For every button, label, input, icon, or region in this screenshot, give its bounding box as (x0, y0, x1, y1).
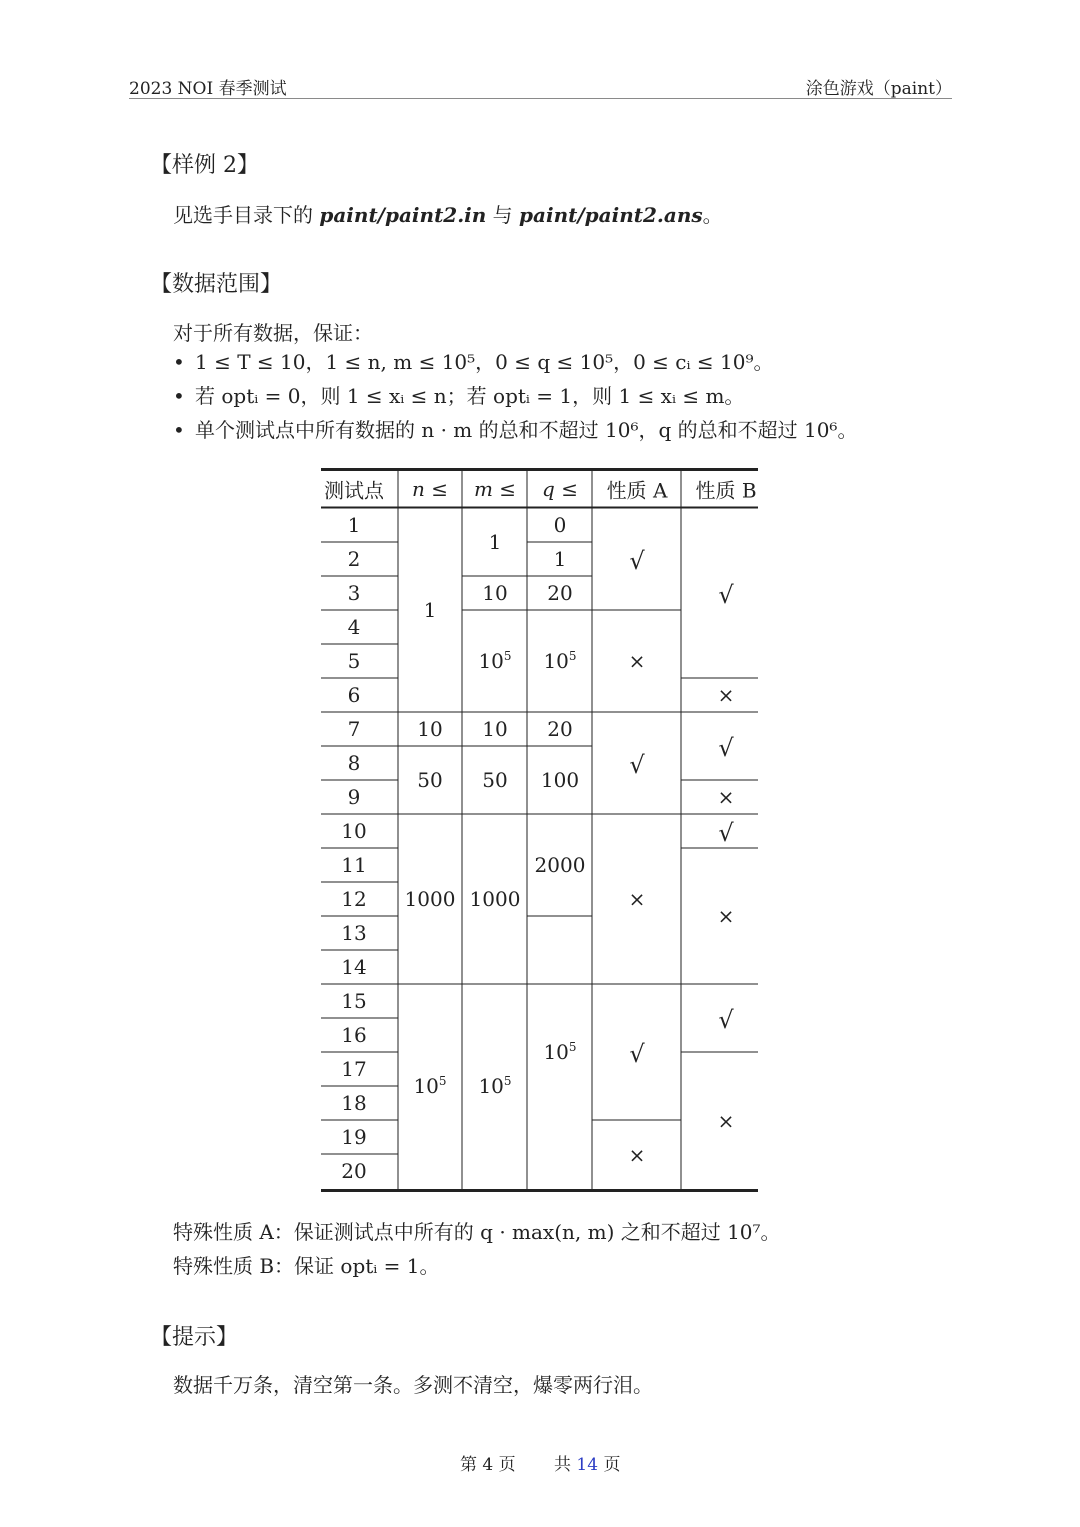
property-b-check: √ (718, 734, 734, 762)
n-bound-cell: 1000 (404, 887, 456, 911)
power-base: 10 (478, 649, 504, 673)
power-exponent: 5 (503, 649, 512, 663)
property-b-cross: × (717, 683, 735, 707)
q-bound-cell: 100 (540, 768, 580, 792)
m-bound-cell: 1 (488, 530, 502, 554)
property-a-cross: × (628, 649, 646, 673)
test-point-cell: 6 (347, 683, 361, 707)
header-contest-name: 2023 NOI 春季测试 (129, 79, 287, 99)
test-point-cell: 3 (347, 581, 361, 605)
property-a-check: √ (629, 547, 645, 575)
q-bound-cell: 20 (547, 581, 573, 605)
power-base: 10 (478, 1074, 504, 1098)
m-bound-cell: 50 (482, 768, 508, 792)
sample2-prefix: 见选手目录下的 (173, 203, 320, 227)
page-total-suffix: 页 (603, 1455, 621, 1475)
header-property-b: 性质 B (695, 478, 757, 503)
data-range-heading: 【数据范围】 (150, 272, 283, 297)
m-bound-cell (478, 649, 511, 673)
constraint-item: • 若 optᵢ = 0，则 1 ≤ xᵢ ≤ n；若 optᵢ = 1，则 1 ≤ xᵢ ≤ m。 (173, 379, 857, 413)
header-problem-name: 涂色游戏（paint） (805, 79, 952, 99)
m-bound-cell: 10 (482, 581, 508, 605)
q-bound-cell: 0 (553, 513, 567, 537)
n-bound-cell: 50 (417, 768, 443, 792)
constraint-item: • 1 ≤ T ≤ 10，1 ≤ n, m ≤ 10⁵，0 ≤ q ≤ 10⁵，0 ≤ cᵢ ≤ 10⁹。 (173, 345, 857, 379)
power-base: 10 (413, 1074, 439, 1098)
page-total (554, 1450, 620, 1475)
test-point-cell: 18 (341, 1091, 367, 1115)
power-exponent: 5 (503, 1074, 512, 1088)
test-point-cell: 16 (341, 1023, 367, 1047)
file-in-link: paint/paint2.in (319, 203, 487, 227)
test-point-cell: 9 (347, 785, 361, 809)
special-property-b: 特殊性质 B：保证 optᵢ = 1。 (173, 1254, 440, 1278)
header-q: q ≤ (542, 477, 578, 501)
header-test-point: 测试点 (324, 478, 384, 503)
test-point-cell: 8 (347, 751, 361, 775)
constraint-item: • 单个测试点中所有数据的 n · m 的总和不超过 10⁶，q 的总和不超过 10⁶。 (173, 413, 857, 447)
page-total-prefix: 共 (554, 1455, 571, 1475)
n-bound-cell: 10 (417, 717, 443, 741)
special-property-a: 特殊性质 A：保证测试点中所有的 q · max(n, m) 之和不超过 10⁷。 (173, 1220, 781, 1244)
hint-heading: 【提示】 (150, 1325, 239, 1350)
n-bound-cell: 1 (423, 598, 437, 622)
page-number: 第 4 页 (460, 1455, 516, 1475)
property-a-cross: × (628, 1143, 646, 1167)
m-bound-cell: 1000 (469, 887, 521, 911)
test-point-cell: 1 (347, 513, 361, 537)
power-base: 10 (543, 649, 569, 673)
total-pages-link[interactable]: 14 (576, 1455, 599, 1475)
property-a-check: √ (629, 1040, 645, 1068)
property-a-check: √ (629, 751, 645, 779)
test-point-cell: 17 (341, 1057, 367, 1081)
test-point-cell: 2 (347, 547, 361, 571)
property-b-cross: × (717, 785, 735, 809)
property-b-cross: × (717, 1109, 735, 1133)
hint-text: 数据千万条，清空第一条。多测不清空，爆零两行泪。 (173, 1373, 653, 1397)
q-bound-cell (543, 649, 576, 673)
header-n: n ≤ (412, 477, 448, 501)
m-bound-cell: 10 (482, 717, 508, 741)
test-point-cell: 10 (341, 819, 367, 843)
sample2-text (173, 199, 723, 228)
q-bound-cell (543, 1040, 576, 1064)
test-point-cell: 19 (341, 1125, 367, 1149)
subtask-table (321, 468, 758, 1193)
power-exponent: 5 (568, 1040, 577, 1054)
q-bound-cell: 2000 (534, 853, 586, 877)
test-point-cell: 11 (341, 853, 367, 877)
test-point-cell: 14 (341, 955, 367, 979)
q-bound-cell: 20 (547, 717, 573, 741)
power-exponent: 5 (568, 649, 577, 663)
sample2-heading: 【样例 2】 (150, 153, 259, 178)
power-exponent: 5 (438, 1074, 447, 1088)
table-rules (321, 468, 758, 1193)
header-property-a: 性质 A (606, 478, 668, 503)
test-point-cell: 5 (347, 649, 361, 673)
test-point-cell: 7 (347, 717, 361, 741)
test-point-cell: 13 (341, 921, 367, 945)
sample2-mid: 与 (486, 203, 520, 227)
m-bound-cell (478, 1074, 511, 1098)
test-point-cell: 12 (341, 887, 367, 911)
property-b-check: √ (718, 819, 734, 847)
test-point-cell: 15 (341, 989, 367, 1013)
n-bound-cell (413, 1074, 446, 1098)
power-base: 10 (543, 1040, 569, 1064)
property-b-check: √ (718, 1006, 734, 1034)
file-ans-link: paint/paint2.ans (519, 203, 703, 227)
header-m: m ≤ (473, 477, 517, 501)
property-a-cross: × (628, 887, 646, 911)
sample2-suffix: 。 (702, 203, 723, 227)
test-point-cell: 4 (347, 615, 361, 639)
property-b-cross: × (717, 904, 735, 928)
data-range-intro: 对于所有数据，保证： (173, 321, 373, 345)
constraints-list (173, 345, 857, 447)
property-b-check: √ (718, 581, 734, 609)
running-header (129, 70, 952, 99)
test-point-cell: 20 (341, 1159, 367, 1183)
q-bound-cell: 1 (553, 547, 567, 571)
